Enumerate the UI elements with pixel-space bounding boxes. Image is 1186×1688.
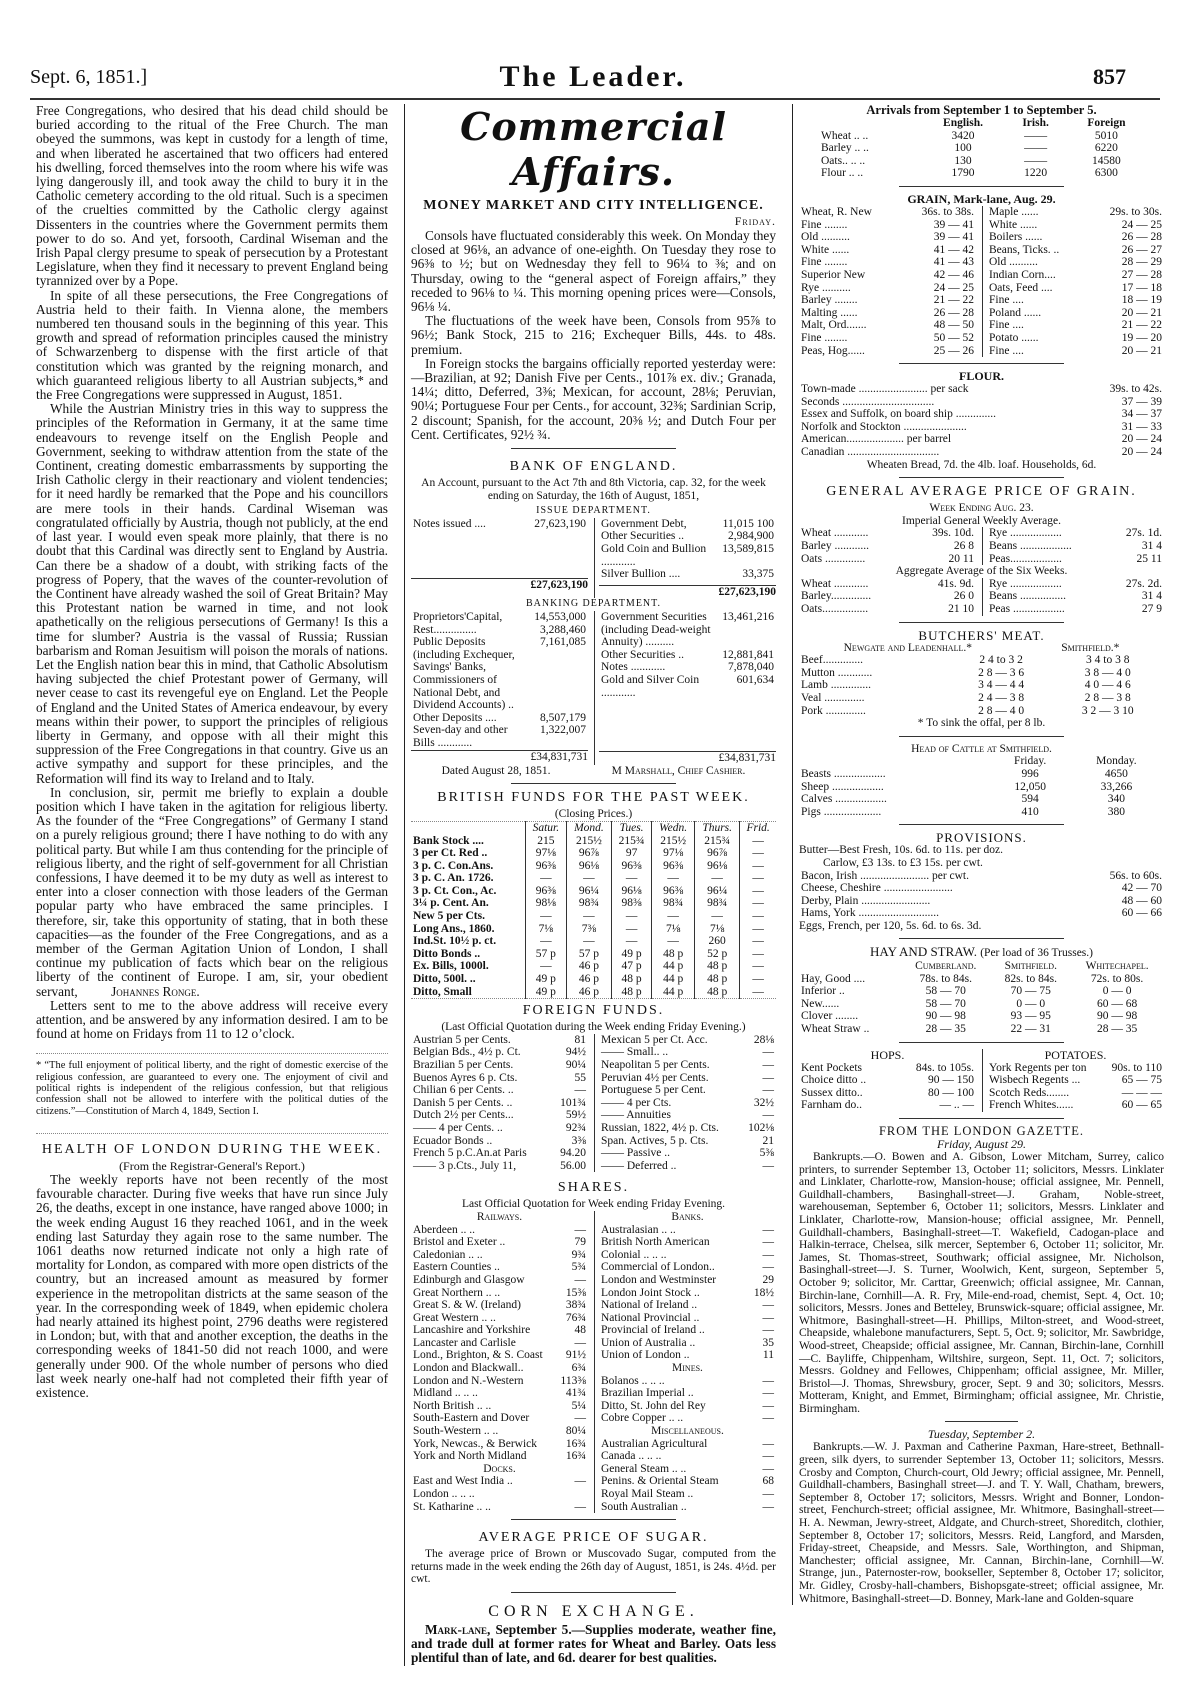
table-row: North British .. .. 5¼ xyxy=(413,1399,586,1412)
table-row: Boilers ...... 26 — 28 xyxy=(989,231,1162,244)
table-row: Government Debt, 11,015 100 xyxy=(601,517,774,530)
divider xyxy=(899,1042,1063,1043)
table-row: Fine ........ 39 — 41 xyxy=(801,218,974,231)
table-row: Indian Corn.... 27 — 28 xyxy=(989,268,1162,281)
table-row: Cheese, Cheshire ........................ 42 — 70 xyxy=(801,882,1162,895)
table-row: Lond., Brighton, & S. Coast 91½ xyxy=(413,1349,586,1362)
table-row: Peruvian 4½ per Cents. — xyxy=(601,1071,774,1084)
hay-table: Cumberland. Smithfield. Whitechapel. Hay, Good .... 78s. to 84s. 82s. to 84s. 72s. to 80s. Inferior .. 58 — 70 70 — 75 0 — 0 New...... 58 — 70 0 — 0 60 — 68 Clover ........ 90 — 98 93 — 95 90 — 98 Wheat Straw .. 28 — 35 22 — 31 28 — 35 xyxy=(799,960,1164,1036)
table-row: Cobre Copper .. .. — xyxy=(601,1412,774,1425)
table-row: New...... 58 — 70 0 — 0 60 — 68 xyxy=(801,997,1138,1010)
table-row: Essex and Suffolk, on board ship .............. 34 — 37 xyxy=(801,408,1162,421)
butter-line: Butter—Best Fresh, 10s. 6d. to 11s. per doz. xyxy=(799,844,1004,857)
eggs-line: Eggs, French, per 120, 5s. 6d. to 6s. 3d. xyxy=(799,919,982,932)
group-heading: Railways. xyxy=(476,1210,523,1223)
table-row: Neapolitan 5 per Cents. — xyxy=(601,1059,774,1072)
hops-heading: HOPS. xyxy=(870,1047,905,1062)
table-row: French 5 p.C.An.at Paris 94.20 xyxy=(413,1147,586,1160)
table-row: London .. .. .. xyxy=(413,1488,475,1501)
shares-heading: SHARES. xyxy=(557,1180,630,1196)
group-heading: Miscellaneous. xyxy=(651,1425,724,1438)
table-row: St. Katharine .. .. — xyxy=(413,1500,586,1513)
table-row: Oats .............. 20 11 xyxy=(801,552,974,565)
table-row: Wheat Straw .. 28 — 35 22 — 31 28 — 35 xyxy=(801,1023,1138,1036)
table-row: Malt, Ord....... 48 — 50 xyxy=(801,319,974,332)
table-row: Chilian 6 per Cents. .. — xyxy=(413,1084,586,1097)
table-row: Beasts .................. 996 4650 xyxy=(801,767,1128,780)
paragraph: In conclusion, sir, permit me briefly to explain a double position which I have taken in the agitation for religious liberty. As the founder of the “Free Congregations” of Germany I stand on a purely religious ground; there I have nothing to do with any political party. But while I am thus contending for the principle of religious liberty, and the right of self-government for all Christian confessions, I have deemed it to be my duty as well as interest to enter into a closer connection with those leaders of the German popular party who have embraced the same principles. I therefore, sir, take this opportunity of stating, that in both these capacities—as the founder of the Free Congregations, and as a member of the German Agitation Union of London, I shall continue my publication of facts which bear on the religious liberty of the continent of Europe. I am, sir, your obedient servant, Johannes Ronge. xyxy=(36,784,388,999)
letter-body xyxy=(36,104,388,1041)
gazette-text-1: Bankrupts.—O. Bowen and A. Gibson, Lower Mitcham, Surrey, calico printers, to surrender September 13, October 11; solicitors, Messrs. Linklater and Linklater, Charlotte-row, Mansion-house; official assignee, Mr. Pennell, Guildhall-chambers, Basinghall-street—J. Graham, Noble-street, warehouseman, September 6, October 11; solicitors, Messrs. Linklater and Linklater, Charlotte-row, Mansion-house; official assignee, Mr. Pennell, Guildhall-chambers, Basinghall-street—T. Wakefield, Cadogan-place and Halkin-terrace, Chelsea, silk mercer, September 6, October 11; solicitor, Mr. James, St. Thomas-street, Southwark; official assignee, Mr. Nicholson, Basinghall-street—J. S. Turner, Woolwich, Kent, surgeon, September 5, October 9; solicitor, Mr. Carttar, Greenwich; official assignee, Mr. Cannan, Birchin-lane, Cornhill—A. R. Fry, Mile-end-road, chemist, Sept. 4, Oct. 10; solicitors, Messrs. Jones and Betteley, Brunswick-square; official assignee, Mr. Whitmore, Basinghall-street—H. Phillips, Milton-street, and Wood-street, Cheapside, whalebone manufacturers, Sept. 5, Oct. 9; solicitor, Mr. Sawbridge, Wood-street, Cheapside; official assignee, Mr. Cannan, Birchin-lane, Cornhill—C. Bayliffe, Chippenham, Wiltshire, surgeon, Sept. 11, Oct. 7; solicitors, Messrs. Goldney and Fellowes, Chippenham; official assignee, Mr. Miller, Bristol—J. Thomas, Shrewsbury, grocer, Sept. 9 and 30; solicitors, Messrs. Motteram, Knight, and Emmet, Birmingham; official assignee, Mr. Christie, Birmingham. xyxy=(799,1151,1164,1415)
banking-right-table xyxy=(599,611,776,699)
table-row: Potato ...... 19 — 20 xyxy=(989,331,1162,344)
meat-markets: Newgate and Leadenhall.* Smithfield.* xyxy=(843,641,1120,654)
table-row: 3 per Ct. Red .. 97⅛ 96⅞ 97 97⅛ 96⅞ — xyxy=(411,847,776,860)
table-row: South Australian .. — xyxy=(601,1500,774,1513)
table-row: Other Securities .. 2,984,900 xyxy=(601,530,774,543)
foreign-funds-right xyxy=(599,1034,776,1173)
issue-department xyxy=(411,518,776,599)
table-row: Ditto, 500l. .. 49 p 46 p 48 p 44 p 48 p — xyxy=(411,973,776,986)
table-row: Calves .................. 594 340 xyxy=(801,793,1126,806)
banking-left-table xyxy=(411,611,588,750)
table-row: Canadian ................................ 20 — 24 xyxy=(801,446,1162,459)
table-row: Beans ................ 31 4 xyxy=(989,590,1162,603)
cattle-table: Friday. Monday. Beasts .................. 996 4650 Sheep .................. 12,050 33,266 Calves .................. 594 340 Pigs .................... 410 380 xyxy=(799,755,1164,818)
divider xyxy=(899,824,1063,825)
table-row: American.................... per barrel 20 — 24 xyxy=(801,433,1162,446)
table-row: Peas, Hog...... 25 — 26 xyxy=(801,344,974,357)
table-row: York Regents per ton 90s. to 110 xyxy=(989,1061,1162,1074)
potatoes-table xyxy=(987,1062,1164,1112)
group-heading: Banks. xyxy=(671,1210,704,1223)
table-row: Sussex ditto.. 80 — 100 xyxy=(801,1086,974,1099)
table-row: Long Ans., 1860. 7⅛ 7⅜ — 7⅛ 7⅛ — xyxy=(411,923,776,936)
provisions-table xyxy=(799,870,1164,920)
table-row: Wheat .. .. 3420 —— 5010 xyxy=(821,129,1118,142)
divider xyxy=(899,1118,1063,1119)
table-row: Seven-day and other Bills ............ 1,322,007 xyxy=(413,724,586,749)
table-row: Fine ........ 41 — 43 xyxy=(801,256,974,269)
table-row: Ditto, St. John del Rey — xyxy=(601,1399,774,1412)
table-row: Oats, Feed .... 17 — 18 xyxy=(989,281,1162,294)
table-row: London and Blackwall.. 6¾ xyxy=(413,1362,586,1375)
table-row: —— 4 per Cts. 32½ xyxy=(601,1096,774,1109)
table-row: Rye .................. 27s. 2d. xyxy=(989,577,1162,590)
table-row: Maple ...... 29s. to 30s. xyxy=(989,205,1162,218)
signature: Johannes Ronge. xyxy=(111,983,200,999)
column-letter xyxy=(36,104,388,1400)
bank-heading: BANK OF ENGLAND. xyxy=(509,459,678,475)
table-row: Dutch 2½ per Cents... 59½ xyxy=(413,1109,586,1122)
table-row: Old .......... 28 — 29 xyxy=(989,256,1162,269)
header-rule xyxy=(30,98,1160,100)
table-row: National Provincial .. — xyxy=(601,1311,774,1324)
gazette-text-2: Bankrupts.—W. J. Paxman and Catherine Paxman, Hare-street, Bethnall-green, silk dyers, to surrender September 13, October 11; solicitors, Messrs. Crosby and Compton, Church-court, Old Jewry; official assignee, Mr. Pennell, Guildhall-chambers, Basinghall street—J. and T. Y. Wall, Chatham, brewers, September 8, October 17; solicitors, Messrs. Wright and Bonner, London-street, Fenchurch-street; official assignee, Mr. Whitmore, Basinghall-street—H. A. Newman, Jewry-street, Aldgate, and Church-street, Shoreditch, clothier, September 8, October 17; solicitors, Messrs. Reid, Langford, and Marsden, Friday-street, Cheapside, and Messrs. Sale, Worthington, and Shipman, Manchester; official assignee, Mr. Cannan, Birchin-lane, Cornhill—W. Strange, jun., Paternoster-row, bookseller, September 8, October 17; solicitor, Mr. Gidley, Crosby-hall-chambers, Bishopsgate-street; official assignee, Mr. Whitmore, Basinghall-street—D. Bonney, Mark-lane and Golden-square xyxy=(799,1441,1164,1605)
table-row: Rest............... 3,288,460 xyxy=(413,623,586,636)
page-number: 857 xyxy=(1093,64,1126,89)
table-row: White ...... 41 — 42 xyxy=(801,243,974,256)
table-row: Ditto, Small 49 p 46 p 48 p 44 p 48 p — xyxy=(411,986,776,999)
table-row: Gold and Silver Coin ............ 601,634 xyxy=(601,673,774,699)
bank-subheading: An Account, pursuant to the Act 7th and 8th Victoria, cap. 32, for the week ending on Saturday, the 16th of August, 1851, xyxy=(421,477,766,502)
table-row: Hams, York ............................ 60 — 66 xyxy=(801,907,1162,920)
table-row: London and Westminster 29 xyxy=(601,1273,774,1286)
table-row: Silver Bullion .... 33,375 xyxy=(601,568,774,581)
potatoes-heading: POTATOES. xyxy=(1044,1047,1107,1062)
table-row: Oats................ 21 10 xyxy=(801,603,974,615)
table-row: York, Newcas., & Berwick 16¾ xyxy=(413,1437,586,1450)
table-row: Wisbech Regents ... 65 — 75 xyxy=(989,1074,1162,1087)
health-heading: HEALTH OF LONDON DURING THE WEEK. xyxy=(36,1133,388,1158)
aggregate-heading: Aggregate Average of the Six Weeks. xyxy=(895,565,1068,578)
table-row: Wheat ............ 39s. 10d. xyxy=(801,527,974,540)
table-row: —— Small.. .. — xyxy=(601,1046,774,1059)
table-row: Royal Mail Steam .. — xyxy=(601,1488,774,1501)
grain-heading: GRAIN, Mark-lane, Aug. 29. xyxy=(907,191,1056,206)
money-market-heading: MONEY MARKET AND CITY INTELLIGENCE. xyxy=(423,198,764,213)
table-row: 3 p. Ct. Con., Ac. 96⅜ 96¼ 96⅛ 96⅜ 96¼ — xyxy=(411,885,776,898)
table-row: Canada .. .. .. — xyxy=(601,1450,774,1463)
table-row: Midland .. .. .. 41¾ xyxy=(413,1387,586,1400)
british-funds-sub: (Closing Prices.) xyxy=(554,808,633,821)
table-row: Hay, Good .... 78s. to 84s. 82s. to 84s. 72s. to 80s. xyxy=(801,972,1144,985)
table-row: Mexican 5 per Ct. Acc. 28⅛ xyxy=(601,1033,774,1046)
shares-sub: Last Official Quotation for Week ending Friday Evening. xyxy=(461,1198,726,1211)
table-row: Oats.. .. .. 130 —— 14580 xyxy=(821,154,1121,167)
divider xyxy=(899,736,1063,737)
shares-right xyxy=(594,1211,776,1513)
issue-dept-heading: ISSUE DEPARTMENT. xyxy=(536,505,651,517)
issue-date: Sept. 6, 1851.] xyxy=(30,66,148,88)
masthead xyxy=(0,0,1186,100)
table-row: Brazilian 5 per Cents. 90¼ xyxy=(413,1059,586,1072)
imperial-right xyxy=(987,527,1164,565)
gazette-date-2: Tuesday, September 2. xyxy=(927,1427,1036,1442)
arrivals-table: English. Irish. Foreign Wheat .. .. 3420 —— 5010 Barley .. .. 100 —— 6220 Oats.. .. .. 130 —— 14580 Flour .. .. 1790 1220 6300 xyxy=(819,117,1148,180)
table-row: Gold Coin and Bullion ............ 13,589,815 xyxy=(601,543,774,568)
table-row: Public Deposits (including Exchequer, Savings' Banks, Commissioners of National Debt, and Dividend Accounts) .. 7,161,085 xyxy=(413,636,586,712)
table-row: Proprietors'Capital, 14,553,000 xyxy=(413,610,586,623)
grain xyxy=(799,206,1164,357)
imperial-average xyxy=(799,527,1164,565)
table-row: Derby, Plain ........................ 48 — 60 xyxy=(801,894,1162,907)
table-row: Seconds ................................ 37 — 39 xyxy=(801,395,1162,408)
divider xyxy=(899,186,1063,187)
divider xyxy=(511,783,675,784)
table-row: Lamb .............. 3 4 — 4 4 4 0 — 4 6 xyxy=(801,679,1131,692)
table-row: Scotch Reds........ — — — xyxy=(989,1086,1162,1099)
divider xyxy=(899,938,1063,939)
table-row: 3 p. C. An. 1726. — — — — — — xyxy=(411,872,776,885)
table-row: General Steam .. .. — xyxy=(601,1462,774,1475)
avg-grain-week: Week Ending Aug. 23. xyxy=(929,502,1034,515)
issue-left-table xyxy=(411,518,588,531)
paragraph: While the Austrian Ministry tries in this way to suppress the principles of the Reformation in Germany, it at the same time endeavours to revenge itself on the English People and Government, seeking to withdraw attention from the state of the Continent, creating domestic embarrassments by supporting the Irish Catholic clergy in their reactionary and violent tendencies; for it need hardly be remarked that the Pope and his councillors are mere tools in their hands. Cardinal Wiseman was congratulated officially by Austria, though not publicly, at the end of last year. I would even speak more plainly, that there is no doubt that this Cardinal was directly sent to England by Austria. Can there be a shadow of a doubt, with striking facts of the progress of Popery, that the waves of the counter-revolution of the Continent have already washed the soil of Great Britain? May this Protestant nation be warned in time, and not look apathetically on the religious persecutions of Germany! Is this a time for slumber? Austria is the vassal of Russia; Russian barbarism and Roman Jesuitism will poison the morals of nations. Let the English nation bear this in mind, that Catholic Absolutism having subjected the chief Protestant power of Germany, will never cease to cast its revengeful eye on England. Let the People of England and the United States of America endeavour, by every means within their power, to support the principles of religious liberty in Germany, and oppose with all their might this suppression of the Free Congregations in that country. Give us an active sympathy and support for these principles, and the Reformation will find its way to Ireland and to Italy. xyxy=(36,401,388,786)
table-row: Peas.................. 25 11 xyxy=(989,552,1162,565)
table-row: Notes ............ 7,878,040 xyxy=(601,661,774,674)
day-label: Friday. xyxy=(734,214,776,228)
bank-signoff: Dated August 28, 1851. M Marshall, Chief Cashier. xyxy=(441,764,746,777)
table-row: Lancaster and Carlisle — xyxy=(413,1336,586,1349)
table-row: Barley ............ 26 8 xyxy=(801,540,974,553)
table-row: Danish 5 per Cents. .. 101¾ xyxy=(413,1096,586,1109)
gazette-heading: FROM THE LONDON GAZETTE. xyxy=(878,1124,1084,1138)
table-row: Fine .... 21 — 22 xyxy=(989,319,1162,332)
table-row: Barley .. .. 100 —— 6220 xyxy=(821,142,1118,155)
foreign-funds xyxy=(411,1034,776,1173)
table-row: Veal .............. 2 4 — 3 8 2 8 — 3 8 xyxy=(801,691,1131,704)
table-row: Beans .................. 31 4 xyxy=(989,540,1162,553)
column-commercial xyxy=(404,104,776,1666)
table-row: Sheep .................. 12,050 33,266 xyxy=(801,780,1133,793)
table-row: Peas .................. 27 9 xyxy=(989,603,1162,615)
table-row: London and N.-Western 113⅜ xyxy=(413,1374,586,1387)
table-row: Beans, Ticks. .. 26 — 27 xyxy=(989,243,1162,256)
table-row: Barley.............. 26 0 xyxy=(801,590,974,603)
table-row: Union of Australia .. 35 xyxy=(601,1336,774,1349)
table-row: Bristol and Exeter .. 79 xyxy=(413,1236,586,1249)
shares xyxy=(411,1211,776,1513)
avg-grain-heading: GENERAL AVERAGE PRICE OF GRAIN. xyxy=(826,484,1137,500)
table-row: Colonial .. .. .. — xyxy=(601,1248,774,1261)
table-row: Fine .... 18 — 19 xyxy=(989,294,1162,307)
table-row: Aberdeen .. .. — xyxy=(413,1223,586,1236)
table-row: Union of London .. 11 xyxy=(601,1349,774,1362)
table-row: Rye .......... 24 — 25 xyxy=(801,281,974,294)
table-row: Ditto Bonds .. 57 p 57 p 49 p 48 p 52 p — xyxy=(411,948,776,961)
money-market-body: Consols have fluctuated considerably this week. On Monday they closed at 96⅛, an advance of one-eighth. On Tuesday they rose to 96⅜ to ½; but on Wednesday they fell to 96¼ to ⅜; and on Thursday, owing to the “general aspect of Foreign affairs,” they receded to 96⅛ to ¼. This morning opening prices were—Consols, 96⅛ ¼. The fluctuations of the week have been, Consols from 95⅞ to 96½; Bank Stock, 215 to 216; Exchequer Bills, 44s. to 48s. premium. In Foreign stocks the bargains officially reported yesterday were:—Brazilian, at 92; Danish Five per Cents., 101⅞ ex. div.; Granada, 14¼; ditto, Deferred, 3⅜; Mexican, for account, 28⅛; Peruvian, 90¼; Portuguese Four per Cents., for account, 32⅜; Sardinian Scrip, 2 discount; Spanish, for the account, 20⅜ ½; and Dutch Four per Cent. Certificates, 92½ ¾. xyxy=(411,228,776,442)
banking-department xyxy=(411,611,776,765)
table-row: Buenos Ayres 6 p. Cts. 55 xyxy=(413,1071,586,1084)
table-row: —— Passive .. 5⅜ xyxy=(601,1147,774,1160)
table-row: Rye .................. 27s. 1d. xyxy=(989,527,1162,540)
meat-note: * To sink the offal, per 8 lb. xyxy=(917,717,1046,730)
newspaper-title: The Leader. xyxy=(499,60,687,93)
table-row: London Joint Stock .. 18½ xyxy=(601,1286,774,1299)
meat-heading: BUTCHERS' MEAT. xyxy=(918,627,1045,643)
table-row: Government Securities (including Dead-weight Annuity) .......... 13,461,216 xyxy=(601,610,774,649)
table-row: Russian, 1822, 4½ p. Cts. 102⅛ xyxy=(601,1121,774,1134)
section-title: Commercial Affairs. xyxy=(460,104,727,194)
table-row: Span. Actives, 5 p. Cts. 21 xyxy=(601,1134,774,1147)
table-row: Fine .... 20 — 21 xyxy=(989,344,1162,357)
table-row: Town-made ........................ per sack 39s. to 42s. xyxy=(801,383,1162,396)
table-row: York and North Midland 16¾ xyxy=(413,1450,586,1463)
aggregate-average xyxy=(799,578,1164,616)
table-row: Austrian 5 per Cents. 81 xyxy=(413,1033,586,1046)
table-row: Choice ditto .. 90 — 150 xyxy=(801,1074,974,1087)
table-row: Pigs .................... 410 380 xyxy=(801,805,1126,818)
table-row: Mutton ............ 2 8 — 3 6 3 8 — 4 0 xyxy=(801,666,1131,679)
table-row: National of Ireland .. — xyxy=(601,1299,774,1312)
issue-right-table xyxy=(599,518,776,581)
paragraph: In spite of all these persecutions, the Free Congregations of Austria held to their faith. In Vienna alone, the members numbered ten thousand souls in the beginning of this year. This growth and spread of reformation principles caused the ministry of Schwarzenberg to dispense with the first article of that constitution which was granted by the reigning monarch, and which guaranteed religious liberty to all Austrian subjects,* and the Free Congregations were suppressed in August, 1851. xyxy=(36,287,388,403)
table-row: Ex. Bills, 1000l. — 46 p 47 p 44 p 48 p — xyxy=(411,960,776,973)
arrivals-heading: Arrivals from September 1 to September 5. xyxy=(866,103,1097,117)
imperial-heading: Imperial General Weekly Average. xyxy=(902,514,1061,527)
table-row: Kent Pockets 84s. to 105s. xyxy=(801,1061,974,1074)
health-subheading: (From the Registrar-General's Report.) xyxy=(119,1158,305,1173)
meat-table xyxy=(799,654,1164,717)
table-row: Penins. & Oriental Steam 68 xyxy=(601,1475,774,1488)
table-row: East and West India .. — xyxy=(413,1475,586,1488)
divider xyxy=(511,448,675,449)
footnote: * “The full enjoyment of political liberty, and the right of domestic exercise of the religious confession, are guaranteed to every one. The enjoyment of civil and political rights is independent of the religious confession, but that religious confession shall not be allowed to interfere with the political duties of the citizens.”—Constitution of March 4, 1849, Section I. xyxy=(36,1053,388,1116)
table-row: Bolanos .. .. .. — xyxy=(601,1374,774,1387)
table-row: Poland ...... 20 — 21 xyxy=(989,306,1162,319)
table-row: —— 4 per Cents. .. 92¾ xyxy=(413,1121,586,1134)
sugar-heading: AVERAGE PRICE OF SUGAR. xyxy=(478,1530,709,1546)
divider xyxy=(899,477,1063,478)
table-row: South-Western .. .. 80¼ xyxy=(413,1425,586,1438)
grain-right xyxy=(987,206,1164,357)
table-row: Portuguese 5 per Cent. — xyxy=(601,1084,774,1097)
british-funds-heading: BRITISH FUNDS FOR THE PAST WEEK. xyxy=(437,790,750,806)
issue-total-right: £27,623,190 xyxy=(599,585,776,599)
table-row: Old .......... 39 — 41 xyxy=(801,231,974,244)
imperial-left xyxy=(799,527,976,565)
table-row: Ind.St. 10½ p. ct. — — — — 260 — xyxy=(411,935,776,948)
aggregate-right xyxy=(987,578,1164,616)
table-row: Edinburgh and Glasgow — xyxy=(413,1273,586,1286)
table-row: Clover ........ 90 — 98 93 — 95 90 — 98 xyxy=(801,1010,1138,1023)
table-row: White ...... 24 — 25 xyxy=(989,218,1162,231)
table-row: Great Western .. .. 76¾ xyxy=(413,1311,586,1324)
table-row: Australian Agricultural — xyxy=(601,1437,774,1450)
table-row: Caledonian .. .. 9¾ xyxy=(413,1248,586,1261)
carlow-line: Carlow, £3 13s. to £3 15s. per cwt. xyxy=(823,856,983,869)
table-row: Fine ........ 50 — 52 xyxy=(801,331,974,344)
table-row: Superior New 42 — 46 xyxy=(801,268,974,281)
flour-heading: FLOUR. xyxy=(959,369,1004,384)
table-row: Provincial of Ireland .. — xyxy=(601,1324,774,1337)
paragraph: Letters sent to me to the above address will receive every attention, and be answered by any information desired. I am to be found at home on Fridays from 11 to 12 o’clock. xyxy=(36,997,388,1042)
table-row: New 5 per Cts. — — — — — — xyxy=(411,910,776,923)
table-row: Lancashire and Yorkshire 48 xyxy=(413,1324,586,1337)
table-row: Bacon, Irish ........................ per cwt. 56s. to 60s. xyxy=(801,869,1162,882)
corn-exchange-heading: CORN EXCHANGE. xyxy=(488,1602,699,1620)
divider xyxy=(511,1519,675,1520)
corn-exchange-text: Mark-lane, September 5.—Supplies moderate, weather fine, and trade dull at former rates for Wheat and Barley. Oats less plentiful than of late, and 6d. dearer for best qualities. xyxy=(411,1621,776,1666)
table-row: Other Securities .. 12,881,841 xyxy=(601,648,774,661)
provisions-heading: PROVISIONS. xyxy=(936,830,1027,846)
group-heading: Mines. xyxy=(672,1362,703,1375)
table-row: Great S. & W. (Ireland) 38¾ xyxy=(413,1299,586,1312)
table-row: Belgian Bds., 4½ p. Ct. 94½ xyxy=(413,1046,586,1059)
banking-dept-heading: BANKING DEPARTMENT. xyxy=(525,598,662,610)
table-row: —— Annuities — xyxy=(601,1109,774,1122)
banking-total-left: £34,831,731 xyxy=(411,750,588,764)
table-row: Barley ........ 21 — 22 xyxy=(801,294,974,307)
table-row: Notes issued .... 27,623,190 xyxy=(413,517,586,530)
divider xyxy=(511,1592,675,1593)
table-row: Ecuador Bonds .. 3⅜ xyxy=(413,1134,586,1147)
bread-price: Wheaten Bread, 7d. the 4lb. loaf. Households, 6d. xyxy=(866,458,1097,471)
table-row: Wheat, R. New 36s. to 38s. xyxy=(801,205,974,218)
banking-total-right: £34,831,731 xyxy=(599,751,776,765)
table-row: Eastern Counties .. 5¾ xyxy=(413,1261,586,1274)
group-heading: Docks. xyxy=(483,1462,516,1475)
hay-heading: HAY AND STRAW. (Per load of 36 Trusses.) xyxy=(870,944,1093,960)
divider xyxy=(945,1421,1018,1422)
table-row: —— Deferred .. — xyxy=(601,1159,774,1172)
table-row: Malting ...... 26 — 28 xyxy=(801,306,974,319)
health-body: The weekly reports have not been recently of the most favourable character. During five weeks that have run since July 26, the deaths, except in one instance, have ranged above 1000; in the week ending August 16 they reached 1061, and in the week ending last Saturday they again rose to the same number. The 1061 deaths now returned indicate not only a high rate of mortality for London, as compared with more open districts of the country, but an increased amount as measured by former experience in the metropolitan districts at the same season of the year. In the corresponding week of 1849, when epidemic cholera had nearly attained its highest point, 2796 deaths were registered in London; but, with that and another exception, the deaths in the corresponding weeks of 1841-50 did not reach 1000, and were generally under 900. Of the whole number of persons who died last week nearly one-half had not completed their fifth year of existence. xyxy=(36,1171,388,1400)
table-row: British North American — xyxy=(601,1236,774,1249)
flour-table xyxy=(799,383,1164,459)
table-row: Other Deposits .... 8,507,179 xyxy=(413,711,586,724)
hops-table xyxy=(799,1062,976,1112)
aggregate-left xyxy=(799,578,976,616)
british-funds-table: Satur. Mond. Tues. Wedn. Thurs. Frid. Bank Stock .... 215 215½ 215¾ 215½ 215¾ — 3 per Ct. Red .. 97⅛ 96⅞ 97 97⅛ 96⅞ — 3 p. C. Con.Ans. 96⅜ 96⅛ 96⅜ 96⅜ 96⅛ — 3 p. C. An. 1726. — — — — — — 3 p. Ct. Con., Ac. 96⅜ 96¼ 96⅛ 96⅜ 96¼ — 3¼ p. Cent. An. 98⅛ 98¾ 98⅜ 98¾ 98¾ — New 5 per Cts. — — — — — — Long Ans., 1860. 7⅛ 7⅜ — 7⅛ 7⅛ — Ind.St. 10½ p. ct. — — — — 260 — Ditto Bonds .. 57 p 57 p 49 p 48 p 52 p — Ex. Bills, 1000l. — 46 p 47 p 44 p 48 p — Ditto, 500l. .. 49 p 46 p 48 p 44 p 48 p — Ditto, Small 49 p 46 p 48 p 44 p 48 p — xyxy=(411,821,776,999)
paragraph: Free Congregations, who desired that his dead child should be buried according to the ritual of the Free Church. The man obeyed the summons, was kept in custody for a length of time, and when liberated he ascertained that two officers had entered his dwelling, forced themselves into the room where his wife was lying dangerously ill, and took away the child to bury it in the Catholic cemetery according to the old ritual. Such is a specimen of the cruelties committed by the Catholic clergy against Dissenters in the countries where the Government permits them power to do so. And yet, forsooth, Cardinal Wiseman and the Irish Papal clergy presume to speak of persecution by a Protestant Legislature, when they find it necessary to prevent England being tyrannized over by a Pope. xyxy=(36,103,388,289)
table-row: —— 3 p.Cts., July 11, 56.00 xyxy=(413,1159,586,1172)
foreign-funds-sub: (Last Official Quotation during the Week ending Friday Evening.) xyxy=(441,1021,746,1034)
sugar-text: The average price of Brown or Muscovado Sugar, computed from the returns made in the week ending the 26th day of August, 1851, is 24s. 4½d. per cwt. xyxy=(411,1548,776,1586)
issue-total-left: £27,623,190 xyxy=(411,578,588,592)
table-row: Australasian .. .. — xyxy=(601,1223,774,1236)
hops-potatoes xyxy=(799,1049,1164,1112)
table-row: Beef.............. 2 4 to 3 2 3 4 to 3 8 xyxy=(801,654,1130,667)
grain-left xyxy=(799,206,976,357)
table-row: Norfolk and Stockton ...................... 31 — 33 xyxy=(801,420,1162,433)
shares-left xyxy=(411,1211,588,1513)
table-row: 3 p. C. Con.Ans. 96⅜ 96⅛ 96⅜ 96⅜ 96⅛ — xyxy=(411,860,776,873)
table-row: French Whites...... 60 — 65 xyxy=(989,1099,1162,1112)
foreign-funds-left xyxy=(411,1034,588,1173)
cattle-heading: Head of Cattle at Smithfield. xyxy=(911,742,1052,755)
table-row: Inferior .. 58 — 70 70 — 75 0 — 0 xyxy=(801,985,1132,998)
table-row: Wheat ............ 41s. 9d. xyxy=(801,577,974,590)
table-row: 3¼ p. Cent. An. 98⅛ 98¾ 98⅜ 98¾ 98¾ — xyxy=(411,897,776,910)
table-row: Flour .. .. 1790 1220 6300 xyxy=(821,167,1118,180)
foreign-funds-heading: FOREIGN FUNDS. xyxy=(522,1003,665,1019)
divider xyxy=(899,363,1063,364)
table-row: Great Northern .. .. 15⅜ xyxy=(413,1286,586,1299)
table-row: Brazilian Imperial .. — xyxy=(601,1387,774,1400)
gazette-date-1: Friday, August 29. xyxy=(936,1137,1027,1151)
table-row: Pork .............. 2 8 — 4 0 3 2 — 3 10 xyxy=(801,704,1134,717)
divider xyxy=(899,622,1063,623)
column-markets xyxy=(792,104,1164,1605)
table-row: Farnham do.. — .. — xyxy=(801,1099,974,1112)
table-row: Bank Stock .... 215 215½ 215¾ 215½ 215¾ — xyxy=(411,835,776,848)
table-row: Commercial of London.. — xyxy=(601,1261,774,1274)
table-row: South-Eastern and Dover — xyxy=(413,1412,586,1425)
